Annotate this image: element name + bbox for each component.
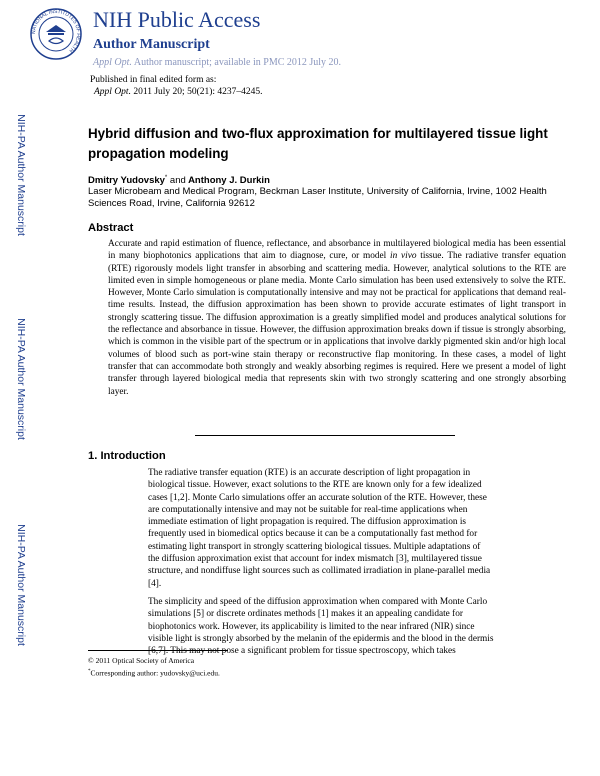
side-stamp-bottom: NIH-PA Author Manuscript [15, 524, 27, 646]
author-list [88, 172, 270, 187]
side-stamp-middle: NIH-PA Author Manuscript [15, 318, 27, 440]
abstract-italic: in vivo [390, 251, 417, 262]
author-join: and [169, 175, 186, 187]
abstract-text: Accurate and rapid estimation of fluence, reflectance, and absorbance in multilayered biological media has been essential in many biophotonics applications that aim to diagnose, cure, or model in vivo tissue. The radiative transfer equation (RTE) rigorously models light transfer in absorbing and scattering media. However, analytical solutions to the RTE are limited even in simple homogeneous or plane media. Monte Carlo simulation has been used extensively to solve the RTE. However, Monte Carlo simulation is computationally intensive and may not be practical for applications that demand real-time results. Instead, the diffusion approximation has been shown to provide accurate estimates of light transport in strongly scattering tissue. The diffusion approximation is a greatly simplified model and produces analytical solutions for the reflectance and absorbance in tissue. However, the diffusion approximation breaks down if tissue is strongly absorbing, which is common in the visible part of the spectrum or in applications that involve darkly pigmented skin and/or high local volumes of blood such as port-wine stain therapy or reconstructive flap monitoring. In these cases, a model of light transfer that can accommodate both strongly and weakly absorbing regimes is required. Here we present a model of light transfer through layered biological media that represents skin with two strongly scattering and one strongly absorbing layer. [108, 239, 566, 397]
logo-ring-text: NATIONAL INSTITUTES OF HEALTH [30, 8, 82, 54]
author-1-mark: * [164, 175, 168, 181]
side-stamp-top: NIH-PA Author Manuscript [15, 114, 27, 236]
published-label: Published in final edited form as: [90, 75, 217, 85]
abstract-heading: Abstract [88, 222, 134, 234]
availability-line [93, 57, 341, 69]
nih-public-access-title: NIH Public Access [93, 7, 261, 32]
intro-paragraph-1: The radiative transfer equation (RTE) is an accurate description of light propagation in biological tissue. However, exact solutions to the RTE are known only for a few idealized cases [1,2]. Monte Carlo simulations offer an accurate solution of the RTE. However, these are computationally intensive and may not be suitable for real-time applications when immediate estimation of light propagation is required. The diffusion approximation is frequently used in biomedical optics because it can be a computationally fast method for estimating light transport in strongly scattering biological tissues. Multiple adaptations of the diffusion approximation exist that account for index mismatch [3], multilayered tissue structure, and nondiffuse light sources such as collimated irradiation in plane-parallel media [4]. [148, 468, 491, 589]
nih-logo [30, 8, 82, 60]
nih-seal-icon [30, 8, 82, 60]
corresponding-mark: * [88, 669, 91, 674]
availability-journal: Appl Opt. [93, 57, 132, 68]
copyright-note: © 2011 Optical Society of America [88, 656, 195, 665]
availability-text: Author manuscript; available in PMC 2012 July 20. [133, 57, 342, 68]
affiliation: Laser Microbeam and Medical Program, Beckman Laser Institute, University of California, Irvine, 1002 Health Sciences Road, Irvine, California 92612 [88, 186, 547, 210]
author-2: Anthony J. Durkin [188, 175, 270, 187]
citation-journal: Appl Opt. [94, 87, 131, 97]
author-1: Dmitry Yudovsky [88, 175, 165, 187]
corresponding-note: *Corresponding author: yudovsky@uci.edu. [88, 668, 220, 678]
introduction-heading: 1. Introduction [88, 450, 166, 462]
citation-details: 2011 July 20; 50(21): 4237–4245. [133, 87, 263, 97]
author-manuscript-label: Author Manuscript [93, 37, 210, 52]
footnote-rule [88, 650, 228, 651]
citation-line [94, 86, 263, 98]
intro-paragraph-2: The simplicity and speed of the diffusion approximation when compared with Monte Carlo simulations [5] or discrete ordinates methods [1] makes it an appealing candidate for biophotonics work. However, its applicability is limited to the near infrared (NIR) since visible light is strongly absorbed by the melanin of the epidermis and the blood in the dermis [6,7]. This may not pose a significant problem for tissue spectroscopy, which takes [148, 597, 494, 657]
abstract-divider [195, 435, 455, 436]
article-title: Hybrid diffusion and two-flux approximation for multilayered tissue light propagation modeling [88, 126, 548, 161]
